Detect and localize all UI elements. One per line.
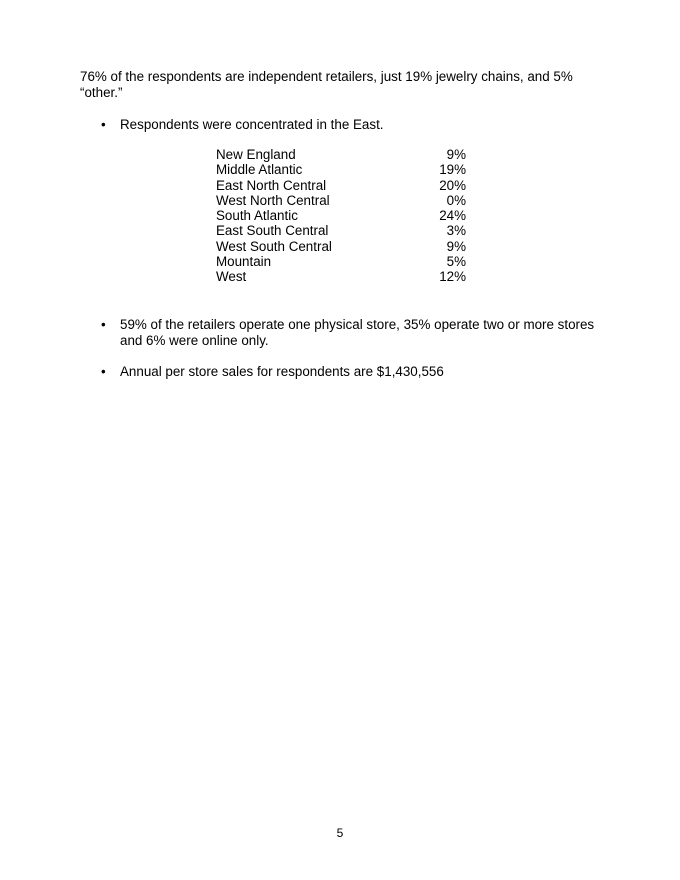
bullet-icon: • [101, 364, 106, 379]
region-percent: 3% [446, 223, 466, 239]
region-percent: 12% [439, 269, 466, 285]
bullet-item-store-count [101, 317, 601, 349]
region-name: East North Central [216, 177, 327, 193]
page-number: 5 [336, 826, 344, 840]
region-percent: 5% [446, 254, 466, 270]
region-percent: 19% [439, 162, 466, 178]
bullet-text: Annual per store sales for respondents are $1,430,556 [120, 364, 444, 379]
intro-paragraph: 76% of the respondents are independent retailers, just 19% jewelry chains, and 5% “other.” [80, 69, 573, 100]
region-name: West [216, 269, 247, 285]
table-row [216, 223, 466, 238]
table-row [216, 208, 466, 223]
table-row [216, 254, 466, 269]
region-distribution-table [216, 147, 466, 285]
table-row [216, 178, 466, 193]
bullet-icon: • [101, 117, 106, 132]
region-percent: 0% [446, 192, 466, 208]
region-percent: 9% [446, 147, 466, 162]
bullet-text: Respondents were concentrated in the East. [120, 117, 384, 132]
region-name: West North Central [216, 192, 330, 208]
table-row [216, 269, 466, 284]
table-row [216, 147, 466, 162]
region-percent: 24% [439, 208, 466, 224]
bullet-item-regions [101, 117, 601, 133]
region-name: East South Central [216, 223, 329, 239]
region-name: Middle Atlantic [216, 162, 303, 178]
bullet-item-annual-sales [101, 364, 601, 380]
table-row [216, 239, 466, 254]
region-name: New England [216, 147, 296, 162]
table-row [216, 193, 466, 208]
table-row [216, 162, 466, 177]
bullet-text: 59% of the retailers operate one physical store, 35% operate two or more stores and 6% were online only. [120, 317, 595, 348]
region-name: West South Central [216, 238, 332, 254]
region-name: Mountain [216, 254, 272, 270]
region-name: South Atlantic [216, 208, 298, 224]
bullet-icon: • [101, 317, 106, 332]
region-percent: 20% [439, 177, 466, 193]
region-percent: 9% [446, 238, 466, 254]
